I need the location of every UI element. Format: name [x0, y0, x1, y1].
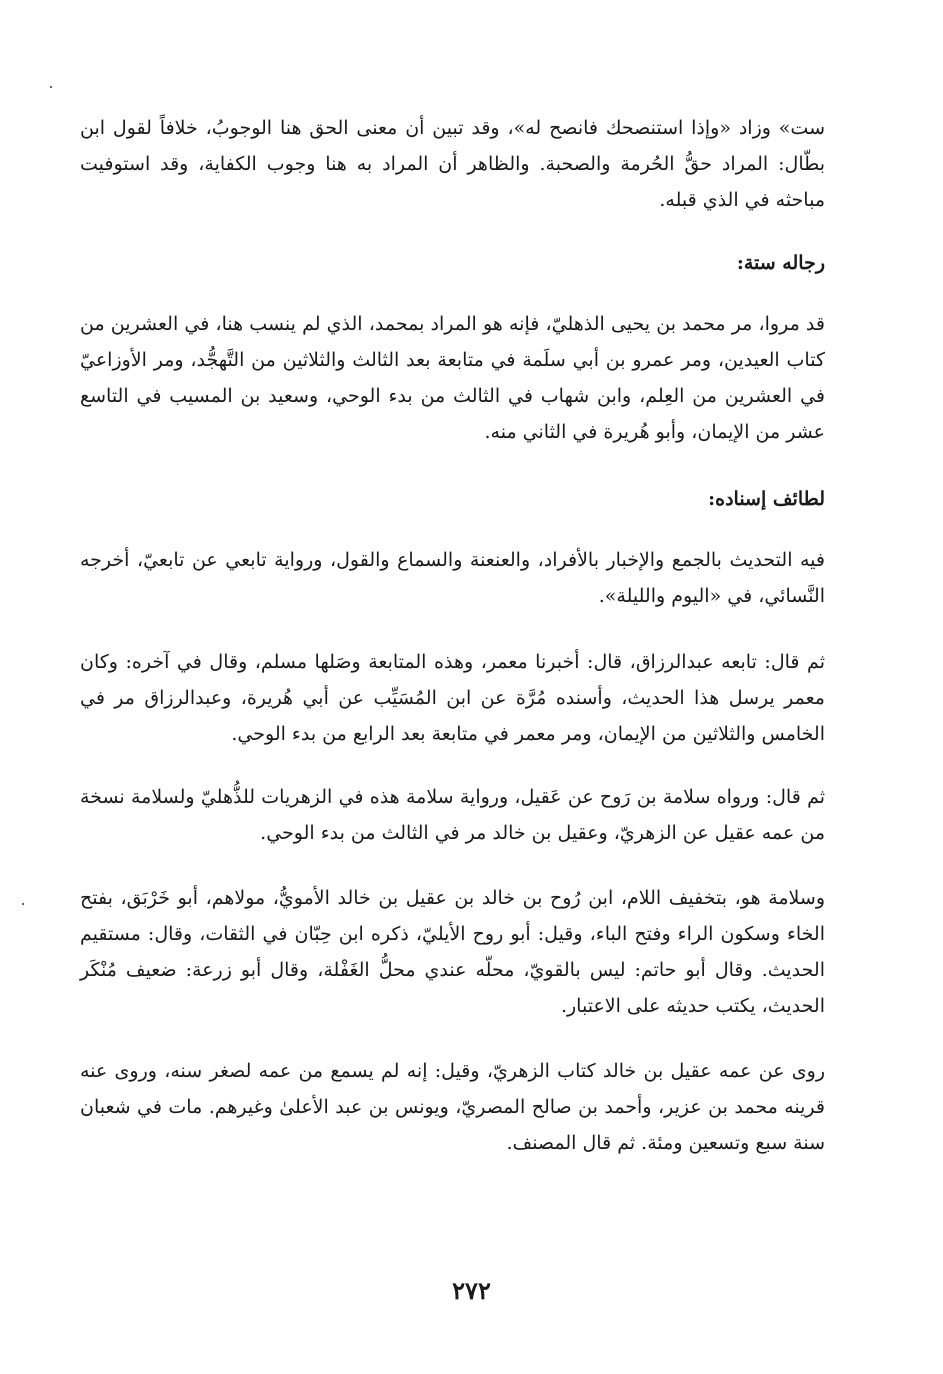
paragraph-narrators: قد مروا، مر محمد بن يحيى الذهليّ، فإنه هو المراد بمحمد، الذي لم ينسب هنا، في العشرين من كتاب العيدين، ومر عمرو بن أبي سلَمة في متابعة بعد الثالث والثلاثين من التَّهجُّد، ومر الأوزاعيّ في العشرين من العِلم، وابن شهاب في الثالث من بدء الوحي، وسعيد بن المسيب في التاسع عشر من الإيمان، وأبو هُريرة في الثاني منه.	[80, 313, 825, 443]
paragraph-hadith-commentary: ست» وزاد «وإذا استنصحك فانصح له»، وقد تبين أن معنى الحق هنا الوجوبُ، خلافاً لقول ابن بطّال: المراد حقُّ الحُرمة والصحبة. والظاهر أن المراد به هنا وجوب الكفاية، وقد استوفيت مباحثه في الذي قبله.	[80, 117, 825, 211]
page-number: ٢٧٢	[452, 1276, 491, 1305]
heading-isnad-subtleties: لطائف إسناده:	[708, 488, 825, 510]
scan-speck	[50, 86, 52, 88]
heading-narrators: رجاله ستة:	[736, 252, 825, 274]
paragraph-isnad-subtleties: فيه التحديث بالجمع والإخبار بالأفراد، والعنعنة والسماع والقول، ورواية تابعي عن تابعيّ، أخرجه النَّسائي، في «اليوم والليلة».	[80, 549, 825, 607]
paragraph-salama-biography: وسلامة هو، بتخفيف اللام، ابن رُوح بن خالد بن عقيل بن خالد الأمويُّ، مولاهم، أبو خَرْبَق، بفتح الخاء وسكون الراء وفتح الباء، وقيل: أبو روح الأيليّ، ذكره ابن حِبّان في الثقات، وقال: مستقيم الحديث. وقال أبو حاتم: ليس بالقويّ، محلّه عندي محلُّ الغَفْلة، وقال أبو زرعة: ضعيف مُنْكَر الحديث، يكتب حديثه على الاعتبار.	[80, 887, 825, 1017]
paragraph-abdulrazzaq-follow-up: ثم قال: تابعه عبدالرزاق، قال: أخبرنا معمر، وهذه المتابعة وصَلها مسلم، وقال في آخره: وكان معمر يرسل هذا الحديث، وأسنده مُرَّة عن ابن المُسَيِّب عن أبي هُريرة، وعبدالرزاق مر في الخامس والثلاثين من الإيمان، ومر معمر في متابعة بعد الرابع من بدء الوحي.	[80, 651, 825, 745]
scan-speck	[22, 903, 24, 905]
paragraph-salama-narration: ثم قال: ورواه سلامة بن رَوح عن عَقيل، ورواية سلامة هذه في الزهريات للذُّهليّ ولسلامة نسخة من عمه عقيل عن الزهريّ، وعقيل بن خالد مر في الثالث من بدء الوحي.	[80, 786, 825, 844]
paragraph-salama-death: روى عن عمه عقيل بن خالد كتاب الزهريّ، وقيل: إنه لم يسمع من عمه لصغر سنه، وروى عنه قرينه محمد بن عزير، وأحمد بن صالح المصريّ، ويونس بن عبد الأعلىٰ وغيرهم. مات في شعبان سنة سبع وتسعين ومئة. ثم قال المصنف.	[80, 1060, 825, 1154]
